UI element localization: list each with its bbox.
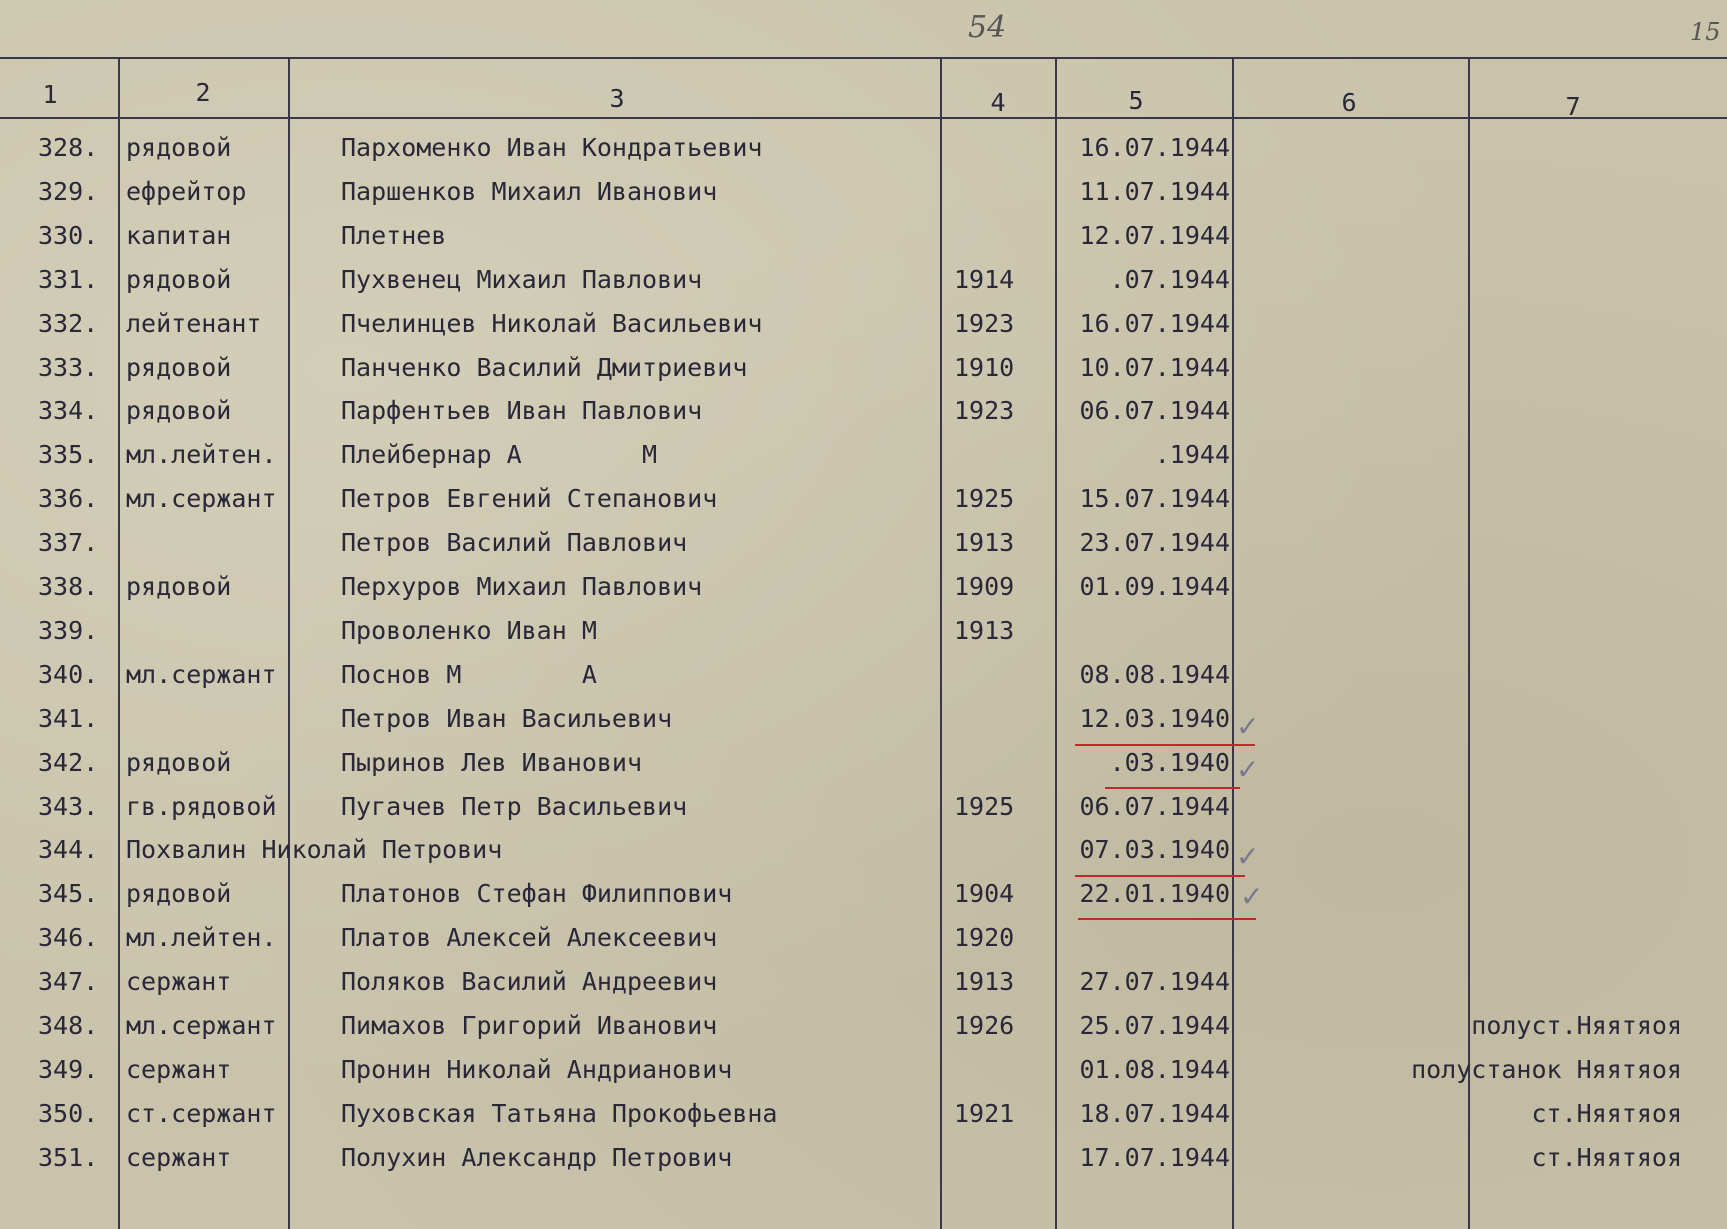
column-header-1: 1 — [42, 80, 58, 109]
row-number: 345. — [38, 879, 99, 909]
row-number: 341. — [38, 703, 99, 733]
table-row — [0, 835, 1727, 875]
column-header-2: 2 — [195, 78, 211, 107]
column-header-5: 5 — [1128, 86, 1144, 115]
table-row — [0, 353, 1727, 393]
table-row — [0, 221, 1727, 261]
full-name: Пухвенец Михаил Павлович — [341, 264, 703, 294]
rank: сержант — [126, 1142, 232, 1172]
birth-year: 1909 — [954, 572, 1015, 601]
full-name: Пугачев Петр Васильевич — [341, 791, 688, 821]
column-header-4: 4 — [990, 88, 1006, 117]
table-row — [0, 879, 1727, 919]
row-number: 337. — [38, 528, 99, 558]
birth-year: 1913 — [954, 967, 1015, 997]
row-number: 336. — [38, 484, 99, 514]
table-row — [0, 1055, 1727, 1095]
table-row — [0, 792, 1727, 832]
date: 01.09.1944 — [1079, 572, 1230, 601]
full-name: Петров Иван Васильевич — [341, 703, 673, 733]
row-number: 333. — [38, 352, 99, 382]
check-mark-icon: ✓ — [1236, 840, 1260, 873]
table-row — [0, 177, 1727, 217]
row-number: 348. — [38, 1011, 99, 1040]
sheet-number: 15 — [1690, 18, 1721, 46]
row-number: 340. — [38, 659, 99, 689]
table-row — [0, 704, 1727, 744]
row-number: 350. — [38, 1098, 99, 1128]
date: 01.08.1944 — [1079, 1054, 1230, 1084]
rank: мл.сержант — [126, 659, 277, 689]
birth-year: 1923 — [954, 308, 1015, 338]
birth-year: 1925 — [954, 791, 1015, 821]
row-number: 347. — [38, 967, 99, 997]
birth-year: 1913 — [954, 615, 1015, 645]
full-name: Поляков Василий Андреевич — [341, 967, 718, 997]
rank: Похвалин Николай Петрович — [126, 835, 503, 865]
row-number: 329. — [38, 176, 99, 206]
birth-year: 1914 — [954, 264, 1015, 294]
table-row — [0, 1143, 1727, 1183]
date: 08.08.1944 — [1079, 659, 1230, 689]
table-row — [0, 923, 1727, 963]
birth-year: 1926 — [954, 1011, 1015, 1040]
rank: мл.сержант — [126, 484, 277, 514]
rank: рядовой — [126, 879, 232, 909]
rank: мл.сержант — [126, 1011, 277, 1040]
full-name: Петров Евгений Степанович — [341, 484, 718, 514]
full-name: Проволенко Иван М — [341, 615, 597, 645]
table-row — [0, 748, 1727, 788]
date: 23.07.1944 — [1079, 528, 1230, 558]
rank: рядовой — [126, 747, 232, 777]
rank: лейтенант — [126, 308, 262, 338]
row-number: 332. — [38, 308, 99, 338]
rank: мл.лейтен. — [126, 440, 277, 470]
row-number: 349. — [38, 1054, 99, 1084]
date: 11.07.1944 — [1079, 176, 1230, 206]
birth-year: 1925 — [954, 484, 1015, 514]
table-row — [0, 265, 1727, 305]
full-name: Паршенков Михаил Иванович — [341, 176, 718, 206]
full-name: Плетнев — [341, 220, 447, 250]
table-row — [0, 396, 1727, 436]
date: 16.07.1944 — [1079, 308, 1230, 338]
date: 06.07.1944 — [1079, 396, 1230, 426]
full-name: Пыринов Лев Иванович — [341, 747, 643, 777]
full-name: Полухин Александр Петрович — [341, 1142, 733, 1172]
page-number: 54 — [968, 10, 1007, 45]
birth-year: 1913 — [954, 528, 1015, 558]
column-header-6: 6 — [1341, 88, 1357, 117]
full-name: Панченко Василий Дмитриевич — [341, 352, 748, 382]
table-row — [0, 484, 1727, 524]
table-row — [0, 967, 1727, 1007]
date: 17.07.1944 — [1079, 1142, 1230, 1172]
row-number: 330. — [38, 220, 99, 250]
date: 22.01.1940 — [1079, 879, 1230, 909]
full-name: Поснов М А — [341, 659, 597, 689]
rank: рядовой — [126, 352, 232, 382]
rank: рядовой — [126, 264, 232, 294]
date: 18.07.1944 — [1079, 1098, 1230, 1128]
place-note: полуст.Няятяоя — [1471, 1011, 1682, 1040]
full-name: Платонов Стефан Филиппович — [341, 879, 733, 909]
rank: рядовой — [126, 396, 232, 426]
date: 15.07.1944 — [1079, 484, 1230, 514]
rank: сержант — [126, 1054, 232, 1084]
red-underline — [1078, 918, 1256, 920]
date: 25.07.1944 — [1079, 1011, 1230, 1040]
place-note: полустанок Няятяоя — [1411, 1054, 1682, 1084]
date: 10.07.1944 — [1079, 352, 1230, 382]
rank: мл.лейтен. — [126, 923, 277, 953]
red-underline — [1105, 787, 1240, 789]
check-mark-icon: ✓ — [1236, 753, 1260, 786]
table-row — [0, 528, 1727, 568]
birth-year: 1923 — [954, 396, 1015, 426]
birth-year: 1920 — [954, 923, 1015, 953]
full-name: Плейбернар А М — [341, 440, 658, 470]
date: .1944 — [1154, 440, 1230, 470]
row-number: 346. — [38, 923, 99, 953]
table-row — [0, 572, 1727, 612]
red-underline — [1075, 875, 1245, 877]
date: .07.1944 — [1109, 264, 1230, 294]
row-number: 328. — [38, 133, 99, 162]
full-name: Пуховская Татьяна Прокофьевна — [341, 1098, 778, 1128]
birth-year: 1910 — [954, 352, 1015, 382]
column-header-3: 3 — [609, 84, 625, 113]
row-number: 344. — [38, 835, 99, 865]
row-number: 351. — [38, 1142, 99, 1172]
full-name: Пимахов Григорий Иванович — [341, 1011, 718, 1040]
table-row — [0, 440, 1727, 480]
rank: рядовой — [126, 572, 232, 601]
date: 06.07.1944 — [1079, 791, 1230, 821]
place-note: ст.Няятяоя — [1531, 1098, 1682, 1128]
rank: сержант — [126, 967, 232, 997]
full-name: Пархоменко Иван Кондратьевич — [341, 133, 763, 162]
date: 16.07.1944 — [1079, 133, 1230, 162]
row-number: 334. — [38, 396, 99, 426]
column-header-7: 7 — [1565, 92, 1581, 121]
rank: капитан — [126, 220, 232, 250]
red-underline — [1075, 744, 1255, 746]
row-number: 338. — [38, 572, 99, 601]
date: 12.07.1944 — [1079, 220, 1230, 250]
table-row — [0, 660, 1727, 700]
table-row — [0, 133, 1727, 173]
row-number: 331. — [38, 264, 99, 294]
rank: рядовой — [126, 133, 232, 162]
check-mark-icon: ✓ — [1240, 880, 1264, 913]
date: 07.03.1940 — [1079, 835, 1230, 865]
table-row — [0, 1099, 1727, 1139]
table-row — [0, 616, 1727, 656]
full-name: Пронин Николай Андрианович — [341, 1054, 733, 1084]
rank: ст.сержант — [126, 1098, 277, 1128]
full-name: Перхуров Михаил Павлович — [341, 572, 703, 601]
row-number: 339. — [38, 615, 99, 645]
row-number: 335. — [38, 440, 99, 470]
table-row — [0, 309, 1727, 349]
rank: гв.рядовой — [126, 791, 277, 821]
row-number: 343. — [38, 791, 99, 821]
date: 27.07.1944 — [1079, 967, 1230, 997]
full-name: Петров Василий Павлович — [341, 528, 688, 558]
date: 12.03.1940 — [1079, 703, 1230, 733]
check-mark-icon: ✓ — [1236, 710, 1260, 743]
table-row — [0, 1011, 1727, 1051]
full-name: Платов Алексей Алексеевич — [341, 923, 718, 953]
rank: ефрейтор — [126, 176, 247, 206]
birth-year: 1904 — [954, 879, 1015, 909]
full-name: Парфентьев Иван Павлович — [341, 396, 703, 426]
row-number: 342. — [38, 747, 99, 777]
date: .03.1940 — [1109, 747, 1230, 777]
birth-year: 1921 — [954, 1098, 1015, 1128]
place-note: ст.Няятяоя — [1531, 1142, 1682, 1172]
full-name: Пчелинцев Николай Васильевич — [341, 308, 763, 338]
